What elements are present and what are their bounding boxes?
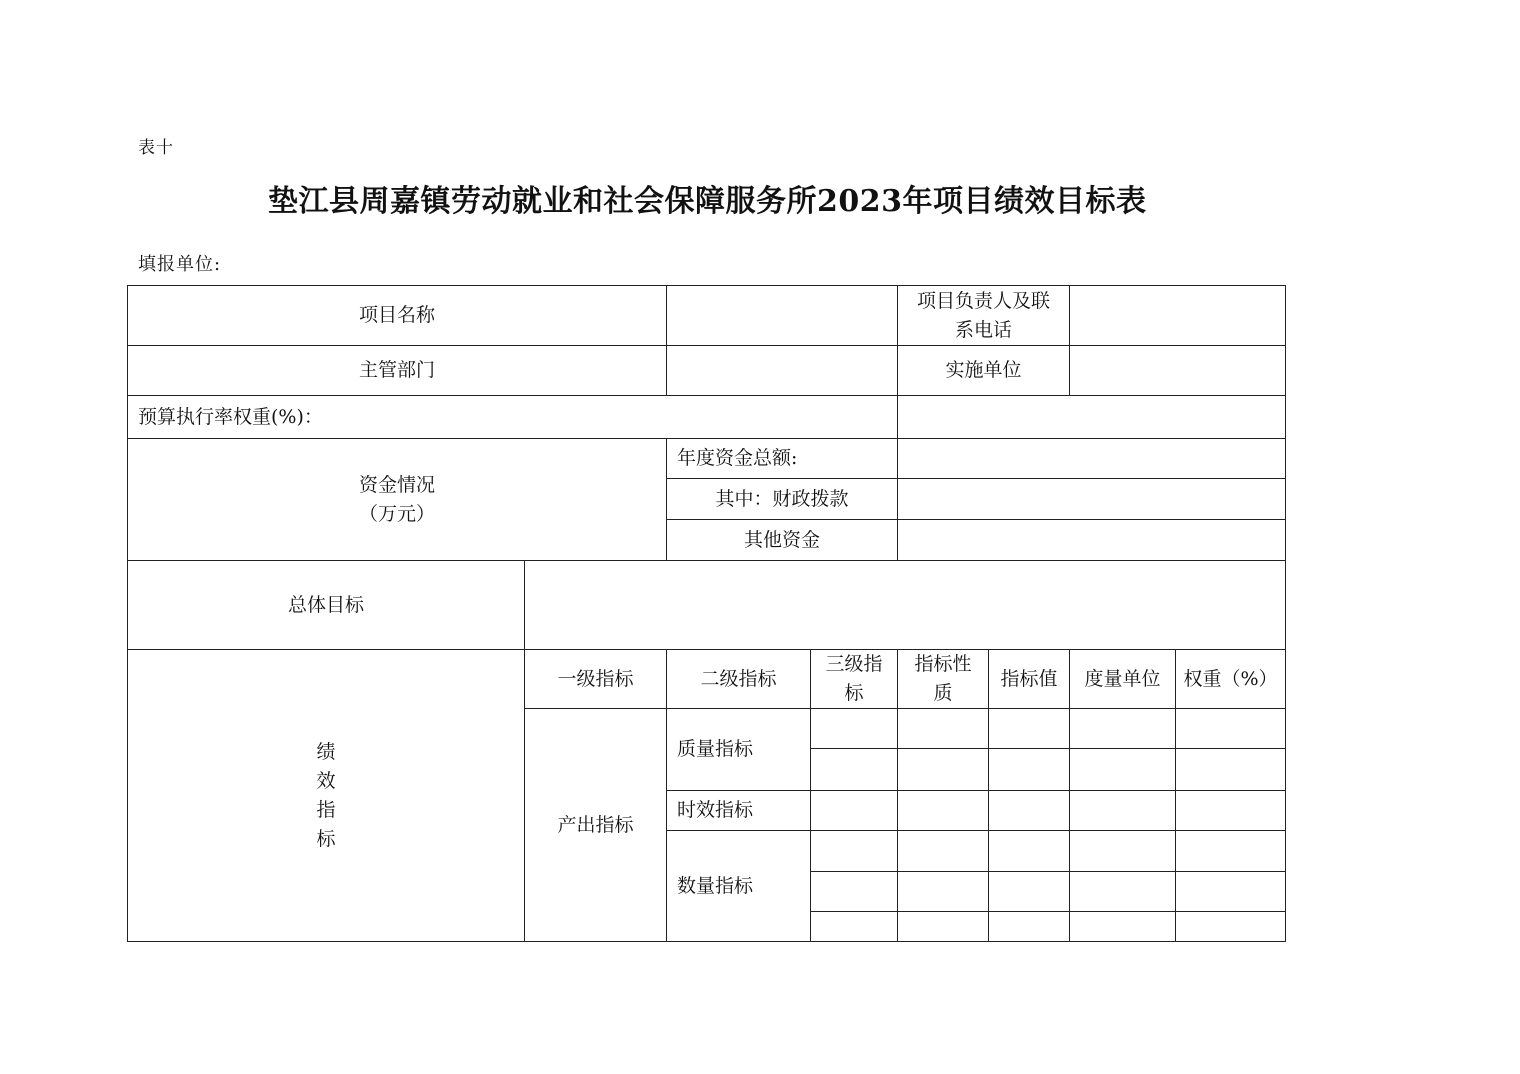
indicator-cell-value[interactable] — [988, 708, 1070, 749]
indicator-cell-unit[interactable] — [1069, 708, 1176, 749]
fiscal-label: 其中：财政拨款 — [666, 478, 898, 520]
indicator-cell-weight[interactable] — [1175, 911, 1286, 942]
indicator-cell-unit[interactable] — [1069, 790, 1176, 831]
indicator-cell-weight[interactable] — [1175, 871, 1286, 912]
funds-label: 资金情况 （万元） — [127, 438, 667, 561]
indicator-cell-level3[interactable] — [810, 790, 898, 831]
header-nature: 指标性 质 — [897, 649, 989, 709]
indicator-cell-value[interactable] — [988, 911, 1070, 942]
document-title: 垫江县周嘉镇劳动就业和社会保障服务所2023年项目绩效目标表 — [268, 184, 1147, 219]
indicator-cell-unit[interactable] — [1069, 748, 1176, 791]
indicator-cell-level3[interactable] — [810, 871, 898, 912]
output-indicator-label: 产出指标 — [524, 708, 667, 942]
performance-target-table — [128, 286, 1286, 943]
indicator-cell-value[interactable] — [988, 748, 1070, 791]
indicator-cell-unit[interactable] — [1069, 830, 1176, 872]
performance-indicators-label: 绩 效 指 标 — [127, 649, 525, 942]
indicator-cell-nature[interactable] — [897, 830, 989, 872]
project-leader-value[interactable] — [1069, 285, 1286, 346]
header-unit: 度量单位 — [1069, 649, 1176, 709]
indicator-cell-nature[interactable] — [897, 708, 989, 749]
indicator-cell-weight[interactable] — [1175, 748, 1286, 791]
indicator-cell-level3[interactable] — [810, 748, 898, 791]
budget-rate-label: 预算执行率权重(%)： — [127, 395, 898, 439]
dept-label: 主管部门 — [127, 345, 667, 396]
quality-indicator-label: 质量指标 — [666, 708, 811, 791]
reporting-unit-label: 填报单位: — [138, 254, 222, 275]
indicator-cell-value[interactable] — [988, 830, 1070, 872]
indicator-cell-weight[interactable] — [1175, 830, 1286, 872]
fiscal-value[interactable] — [897, 478, 1286, 520]
indicator-cell-weight[interactable] — [1175, 708, 1286, 749]
annual-total-label: 年度资金总额: — [666, 438, 898, 479]
other-funds-value[interactable] — [897, 519, 1286, 561]
overall-goal-label: 总体目标 — [127, 560, 525, 650]
budget-rate-value[interactable] — [897, 395, 1286, 439]
quantity-indicator-label: 数量指标 — [666, 830, 811, 942]
indicator-cell-unit[interactable] — [1069, 911, 1176, 942]
header-level2: 二级指标 — [666, 649, 811, 709]
indicator-cell-weight[interactable] — [1175, 790, 1286, 831]
indicator-cell-nature[interactable] — [897, 871, 989, 912]
indicator-cell-level3[interactable] — [810, 911, 898, 942]
project-name-label: 项目名称 — [127, 285, 667, 346]
overall-goal-value[interactable] — [524, 560, 1286, 650]
indicator-cell-unit[interactable] — [1069, 871, 1176, 912]
header-level3: 三级指 标 — [810, 649, 898, 709]
indicator-cell-value[interactable] — [988, 790, 1070, 831]
indicator-cell-value[interactable] — [988, 871, 1070, 912]
table-number-label: 表十 — [138, 138, 174, 158]
other-funds-label: 其他资金 — [666, 519, 898, 561]
indicator-cell-level3[interactable] — [810, 830, 898, 872]
project-name-value[interactable] — [666, 285, 898, 346]
timeliness-indicator-label: 时效指标 — [666, 790, 811, 831]
indicator-cell-level3[interactable] — [810, 708, 898, 749]
annual-total-value[interactable] — [897, 438, 1286, 479]
dept-value[interactable] — [666, 345, 898, 396]
header-value: 指标值 — [988, 649, 1070, 709]
impl-unit-label: 实施单位 — [897, 345, 1070, 396]
header-level1: 一级指标 — [524, 649, 667, 709]
project-leader-label: 项目负责人及联 系电话 — [897, 285, 1070, 346]
impl-unit-value[interactable] — [1069, 345, 1286, 396]
indicator-cell-nature[interactable] — [897, 790, 989, 831]
indicator-cell-nature[interactable] — [897, 911, 989, 942]
header-weight: 权重（%） — [1175, 649, 1286, 709]
indicator-cell-nature[interactable] — [897, 748, 989, 791]
